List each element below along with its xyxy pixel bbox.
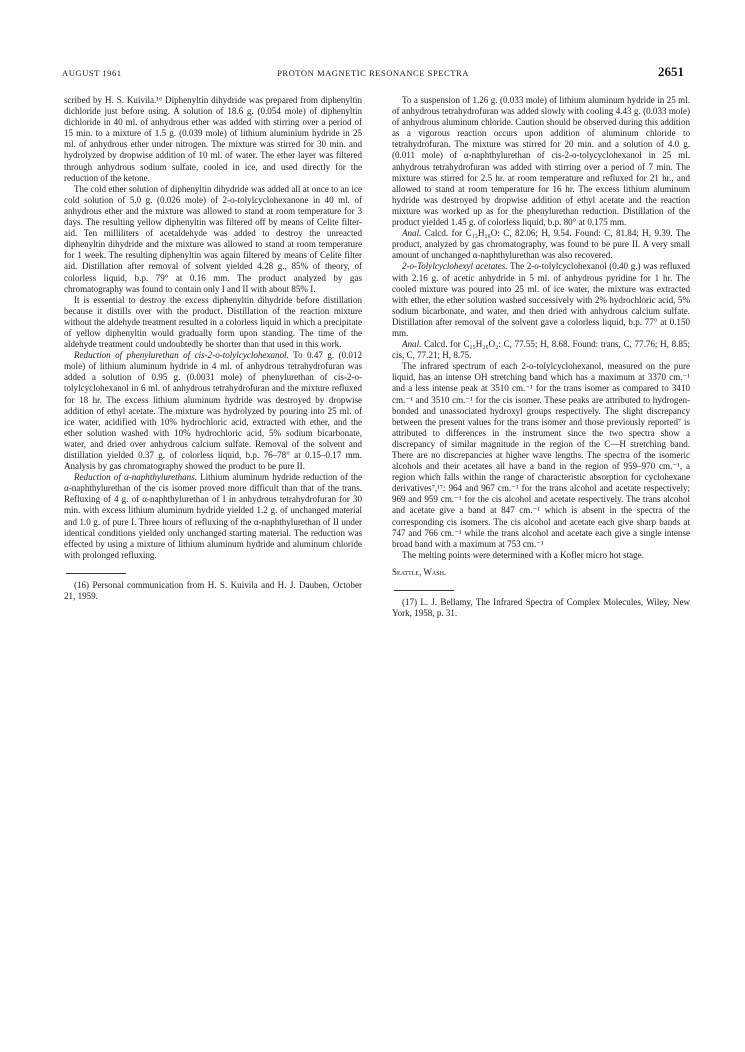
paragraph	[392, 228, 690, 261]
paragraph	[64, 472, 362, 561]
paragraph: scribed by H. S. Kuivila.¹⁶ Diphenyltin dihydride was prepared from diphenyltin dichloride just before using. A solution of 18.6 g. (0.054 mole) of diphenyltin dichloride in 40 ml. of anhydrous ether was added with stirring over a period of 15 min. to a mixture of 1.5 g. (0.039 mole) of lithium aluminium hydride in 25 ml. of anhydrous ether under nitrogen. The mixture was stirred for 30 min. and hydrolyzed by dropwise addition of 10 ml. of water. The ether layer was filtered through anhydrous sodium sulfate, cooled in ice, and used directly for the reduction of the ketone.	[64, 95, 362, 183]
section-run-in-title: Reduction of α-naphthylurethans.	[74, 472, 197, 483]
paragraph: To a suspension of 1.26 g. (0.033 mole) of lithium aluminum hydride in 25 ml. of anhydrous tetrahydrofuran was added slowly with cooling 4.43 g. (0.033 mole) of anhydrous aluminum chloride. Caution should be observed during this addition as a vigorous reaction occurs upon addition of aluminum chloride to tetrahydrofuran. The mixture was stirred for 20 min. and a solution of 4.0 g. (0.011 mole) of α-naphthylurethan of cis-2-o-tolycyclohexanol in 25 ml. anhydrous tetrahydrofuran was added with stirring over a period of 7 min. The mixture was stirred for 2.5 hr. at room temperature and refluxed for 21 hr., and allowed to stand at room temperature for 16 hr. The excess lithium aluminum hydride was destroyed by dropwise addition of ethyl acetate and the reaction mixture was worked up as for the phenylurethan reduction. Distillation of the product yielded 1.45 g. of colorless liquid, b.p. 80° at 0.175 mm.	[392, 95, 690, 228]
right-column	[392, 95, 690, 619]
paragraph-text: Calcd. for C₁₅H₂₀O₂: C, 77.55; H, 8.68. Found: trans, C, 77.76; H, 8.85; cis, C, 77.21; H, 8.75.	[392, 339, 690, 361]
analysis-label: Anal.	[402, 339, 422, 350]
paragraph-text: Lithium aluminum hydride reduction of the α-naphthylurethan of the cis isomer proved more difficult than that of the trans. Refluxing of 4 g. of α-naphthylurethan of I in anhydrous tetrahydrofuran for 30 min. with excess lithium aluminum hydride yielded 1.2 g. of unchanged material and 1.0 g. of pure I. Three hours of refluxing of the α-naphthylurethan of II under identical conditions yielded only unchanged starting material. The reduction was effected by using a mixture of lithium aluminum hydride and aluminum chloride with prolonged refluxing.	[64, 472, 363, 560]
paragraph	[392, 261, 690, 339]
paragraph: The infrared spectrum of each 2-o-tolylcyclohexanol, measured on the pure liquid, has an intense OH stretching band which has a maximum at 3370 cm.⁻¹ and a less intense peak at 3510 cm.⁻¹ for the trans isomer as compared to 3410 cm.⁻¹ and 3510 cm.⁻¹ for the cis isomer. These peaks are attributed to hydrogen-bonded and unassociated hydroxyl groups respectively. The slight discrepancy between the present values for the trans isomer and those previously reported⁷ is attributed to differences in the instrument since the two spectra show a discrepancy of similar magnitude in the region of the C—H stretching band. There are no discrepancies at higher wave lengths. The spectra of the isomeric alcohols and their acetates all have a band in the region of 959–970 cm.⁻¹, a region which falls within the range of characteristic absorption for cyclohexane derivatives⁷,¹⁷: 964 and 967 cm.⁻¹ for the trans alcohol and acetate respectively; 969 and 959 cm.⁻¹ for the cis alcohol and acetate respectively. The trans alcohol and acetate give a band at 847 cm.⁻¹ which is absent in the spectra of the corresponding cis isomers. The cis alcohol and acetate each give sharp bands at 747 and 766 cm.⁻¹ while the trans alcohol and acetate each give a single intense broad band with a maximum at 753 cm.⁻¹	[392, 361, 690, 549]
running-header	[62, 66, 684, 80]
footnote-rule	[66, 573, 126, 574]
left-column	[64, 95, 362, 602]
paragraph: The melting points were determined with a Kofler micro hot stage.	[402, 549, 644, 560]
paragraph: The cold ether solution of diphenyltin dihydride was added all at once to an ice cold solution of 5.0 g. (0.026 mole) of 2-o-tolylcyclohexanone in 40 ml. of anhydrous ether and the mixture was allowed to stand at room temperature for 3 days. The resulting yellow diphenyltin was filtered off by means of Celite filter-aid. Ten milliliters of acetaldehyde was added to destroy the unreacted diphenyltin dihydride and the mixture was allowed to stand at room temperature for 1 week. The resulting diphenyltin was again filtered by means of Celite filter aid. Distillation after removal of solvent yielded 4.28 g., 85% of theory, of colorless liquid, b.p. 79° at 0.16 mm. The product analyzed by gas chromatography was found to contain only I and II with about 85% I.	[64, 183, 362, 294]
paragraph-text: Calcd. for C₁₃H₁₈O: C, 82.06; H, 9.54. Found: C, 81.84; H, 9.39. The product, analyzed by gas chromatography, was found to be pure II. A very small amount of unchanged α-naphthylurethan was also recovered.	[392, 228, 690, 261]
location-signature: Seattle, Wash.	[392, 566, 447, 577]
footnote: (17) L. J. Bellamy, The Infrared Spectra of Complex Molecules, Wiley, New York, 1958, p. 31.	[392, 597, 690, 619]
paragraph	[64, 350, 362, 472]
paragraph: It is essential to destroy the excess diphenyltin dihydride before distillation because it distills over with the product. Distillation of the reaction mixture without the aldehyde treatment resulted in a colorless liquid in which a precipitate of yellow diphenyltin would gradually form upon standing. The time of the aldehyde treatment could undoubtedly be shorter than that used in this work.	[64, 294, 362, 350]
section-run-in-title: 2-o-Tolylcyclohexyl acetates.	[402, 261, 508, 272]
footnote: (16) Personal communication from H. S. Kuivila and H. J. Dauben, October 21, 1959.	[64, 579, 362, 602]
page-number: 2651	[658, 64, 684, 79]
section-run-in-title: Reduction of phenylurethan of cis-2-o-tolylcyclohexanol.	[74, 350, 289, 361]
header-title: PROTON MAGNETIC RESONANCE SPECTRA	[277, 68, 469, 78]
paragraph-text: The 2-o-tolylcyclohexanol (0.40 g.) was refluxed with 2.16 g. of acetic anhydride in 5 ml. of anhydrous pyridine for 1 hr. The cooled mixture was poured into 25 ml. of ice water, the mixture was extracted with ether, the ether solution washed successively with 2% hydrochloric acid, 5% sodium bicarbonate, and water, and then dried with anhydrous calcium sulfate. Distillation after removal of the solvent gave a colorless liquid, b.p. 77° at 0.150 mm.	[392, 261, 690, 338]
analysis-label: Anal.	[402, 228, 422, 239]
footnote-rule	[394, 590, 454, 591]
paragraph	[392, 339, 690, 361]
paragraph-text: To 0.47 g. (0.012 mole) of lithium aluminum hydride in 4 ml. of anhydrous tetrahydrofuran was added a solution of 0.95 g. (0.0031 mole) of phenylurethan of cis-2-o-tolylcyclohexanol in 6 ml. of anhydrous tetrahydrofuran and the mixture refluxed for 18 hr. The excess lithium aluminum hydride was destroyed by dropwise addition of ethyl acetate. The mixture was hydrolyzed by pouring into 25 ml. of ice water, acidified with 10% hydrochloric acid, extracted with ether, and the ether solution washed with 10% hydrochloric acid, 5% sodium bicarbonate, water, and dried over anhydrous calcium sulfate. Removal of the solvent and distillation yielded 0.37 g. of colorless liquid, b.p. 76–78° at 0.15–0.17 mm. Analysis by gas chromatography showed the product to be pure II.	[64, 350, 362, 472]
header-date: AUGUST 1961	[62, 68, 122, 78]
